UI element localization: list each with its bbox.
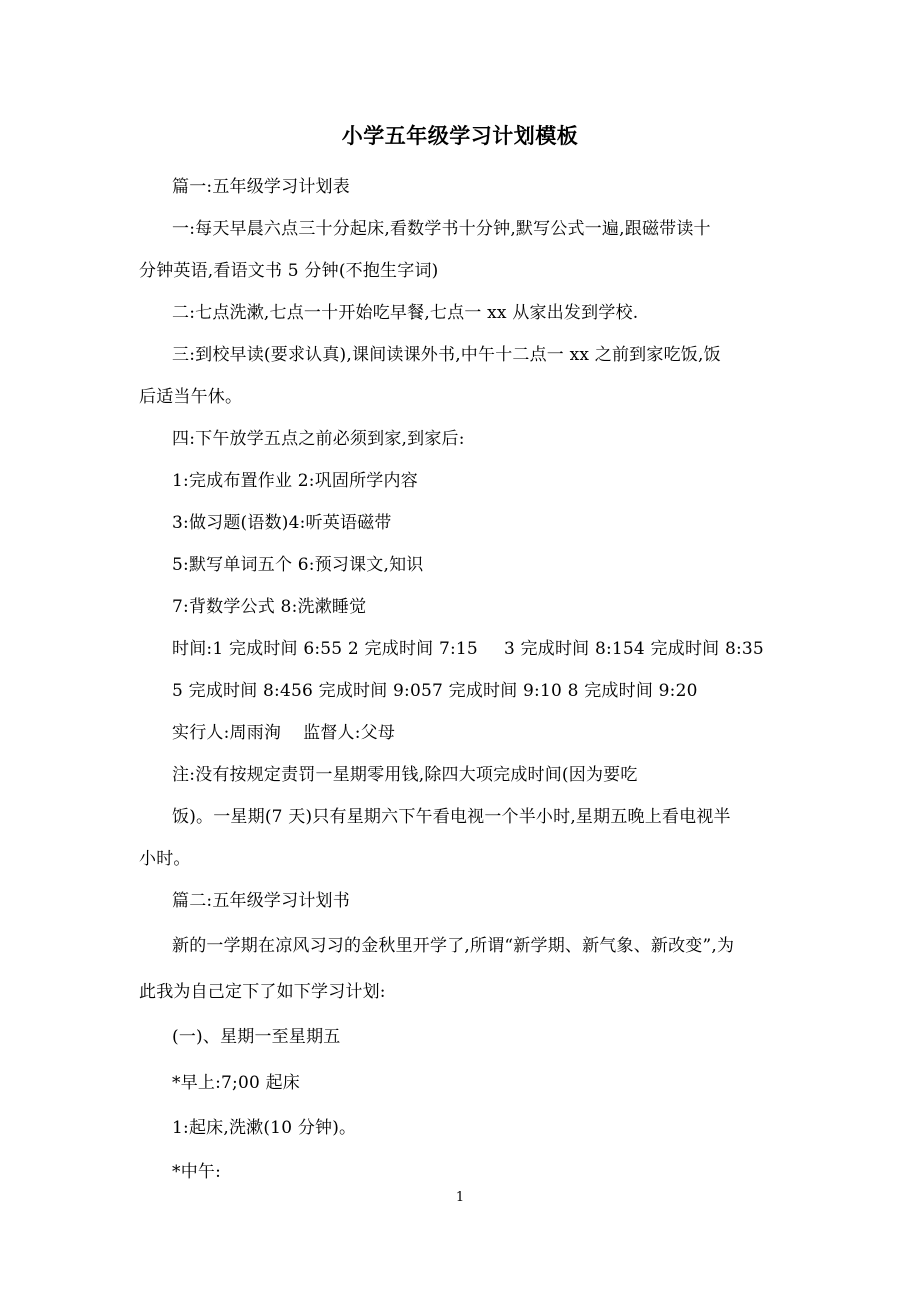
paragraph-line: 二:七点洗漱,七点一十开始吃早餐,七点一 xx 从家出发到学校. [172, 303, 639, 323]
schedule-line: 5 完成时间 8:456 完成时间 9:057 完成时间 9:10 8 完成时间 9:20 [172, 681, 698, 701]
list-line: 5:默写单词五个 6:预习课文,知识 [172, 555, 424, 575]
list-line: 7:背数学公式 8:洗漱睡觉 [172, 597, 367, 617]
supervisor-label: 监督人:父母 [303, 723, 396, 743]
subheading: (一)、星期一至星期五 [172, 1027, 341, 1047]
schedule-part-b: 3 完成时间 8:154 完成时间 8:35 [503, 639, 764, 659]
paragraph-line: 新的一学期在凉风习习的金秋里开学了,所谓“新学期、新气象、新改变”,为 [172, 936, 735, 956]
paragraph-line: 一:每天早晨六点三十分起床,看数学书十分钟,默写公式一遍,跟磁带读十 [172, 219, 711, 239]
list-line: *中午: [172, 1162, 222, 1182]
paragraph-line: 分钟英语,看语文书 5 分钟(不抱生字词) [139, 261, 439, 281]
note-line: 饭)。一星期(7 天)只有星期六下午看电视一个半小时,星期五晚上看电视半 [172, 807, 731, 827]
signature-line [172, 718, 395, 743]
paragraph-line: 四:下午放学五点之前必须到家,到家后: [172, 429, 465, 449]
list-line: 3:做习题(语数)4:听英语磁带 [172, 513, 392, 533]
note-line: 小时。 [139, 849, 191, 869]
paragraph-line: 后适当午休。 [139, 387, 243, 407]
list-line: *早上:7;00 起床 [172, 1073, 301, 1093]
note-line: 注:没有按规定责罚一星期零用钱,除四大项完成时间(因为要吃 [172, 765, 638, 785]
schedule-part-a: 时间:1 完成时间 6:55 2 完成时间 7:15 [172, 639, 478, 659]
page-number: 1 [455, 1190, 465, 1205]
list-line: 1:起床,洗漱(10 分钟)。 [172, 1118, 357, 1138]
list-line: 1:完成布置作业 2:巩固所学内容 [172, 471, 418, 491]
section-heading-2: 篇二:五年级学习计划书 [172, 891, 350, 911]
paragraph-line: 三:到校早读(要求认真),课间读课外书,中午十二点一 xx 之前到家吃饭,饭 [172, 345, 721, 365]
page-title: 小学五年级学习计划模板 [341, 124, 579, 148]
schedule-line [172, 634, 764, 659]
section-heading-1: 篇一:五年级学习计划表 [172, 177, 350, 197]
executor-label: 实行人:周雨洵 [172, 723, 282, 743]
paragraph-line: 此我为自己定下了如下学习计划: [139, 982, 386, 1002]
